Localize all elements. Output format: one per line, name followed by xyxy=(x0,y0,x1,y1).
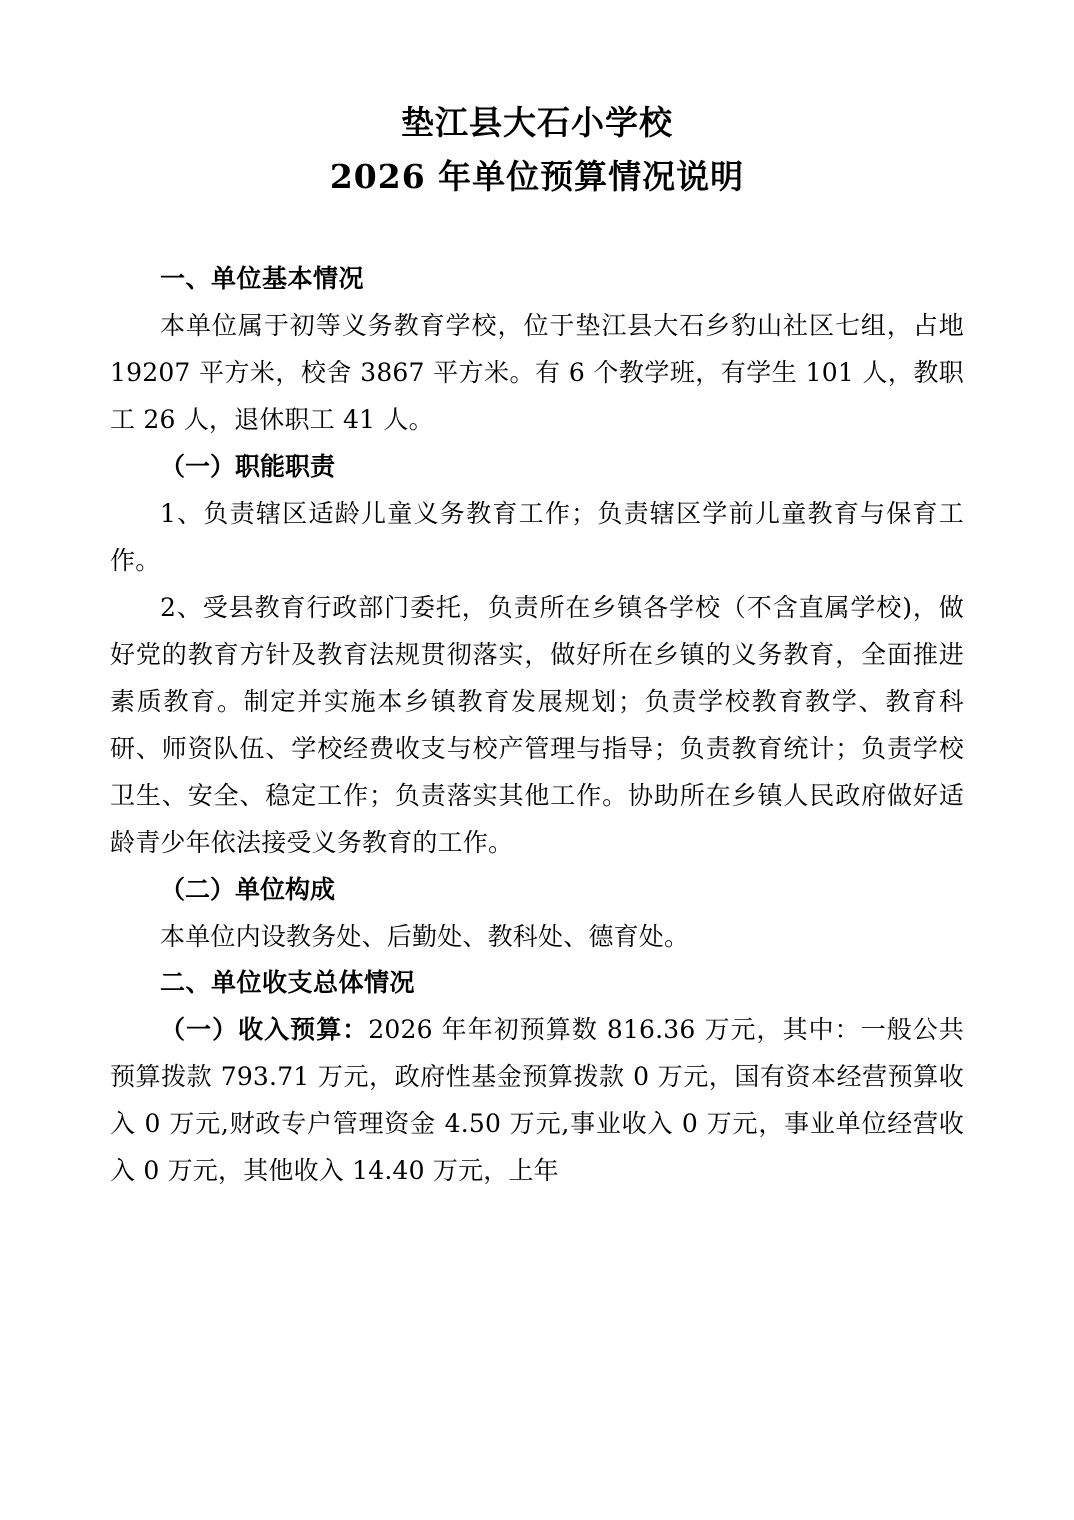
subsection-heading-composition: （二）单位构成 xyxy=(160,875,336,904)
title-spacer xyxy=(110,204,964,256)
income-budget-label: （一）收入预算： xyxy=(160,1015,369,1044)
title-line-1: 垫江县大石小学校 xyxy=(401,103,673,142)
paragraph-duty-1: 1、负责辖区适龄儿童义务教育工作；负责辖区学前儿童教育与保育工作。 xyxy=(110,499,964,575)
page-title xyxy=(110,96,964,204)
paragraph-composition: 本单位内设教务处、后勤处、教科处、德育处。 xyxy=(160,922,690,951)
subsection-heading-duties: （一）职能职责 xyxy=(160,452,336,481)
section-heading-revenue-expenditure: 二、单位收支总体情况 xyxy=(160,968,416,997)
paragraph-basic-info: 本单位属于初等义务教育学校，位于垫江县大石乡豹山社区七组，占地 19207 平方米，校舍 3867 平方米。有 6 个教学班，有学生 101 人，教职工 26 人，退休职工 41 人。 xyxy=(110,311,964,434)
paragraph-income-budget xyxy=(110,1006,964,1194)
paragraph-duty-2: 2、受县教育行政部门委托，负责所在乡镇各学校（不含直属学校)，做好党的教育方针及教育法规贯彻落实，做好所在乡镇的义务教育，全面推进素质教育。制定并实施本乡镇教育发展规划；负责学校教育教学、教育科研、师资队伍、学校经费收支与校产管理与指导；负责教育统计；负责学校卫生、安全、稳定工作；负责落实其他工作。协助所在乡镇人民政府做好适龄青少年依法接受义务教育的工作。 xyxy=(110,593,964,857)
section-heading-basic-info: 一、单位基本情况 xyxy=(160,264,365,293)
income-budget-text: 2026 年年初预算数 816.36 万元，其中：一般公共预算拨款 793.71 万元，政府性基金预算拨款 0 万元，国有资本经营预算收入 0 万元,财政专户管理资金 4.50 万元,事业收入 0 万元，事业单位经营收入 0 万元，其他收入 14.40 万元，上年 xyxy=(110,1015,964,1185)
title-line-2: 2026 年单位预算情况说明 xyxy=(329,157,745,196)
